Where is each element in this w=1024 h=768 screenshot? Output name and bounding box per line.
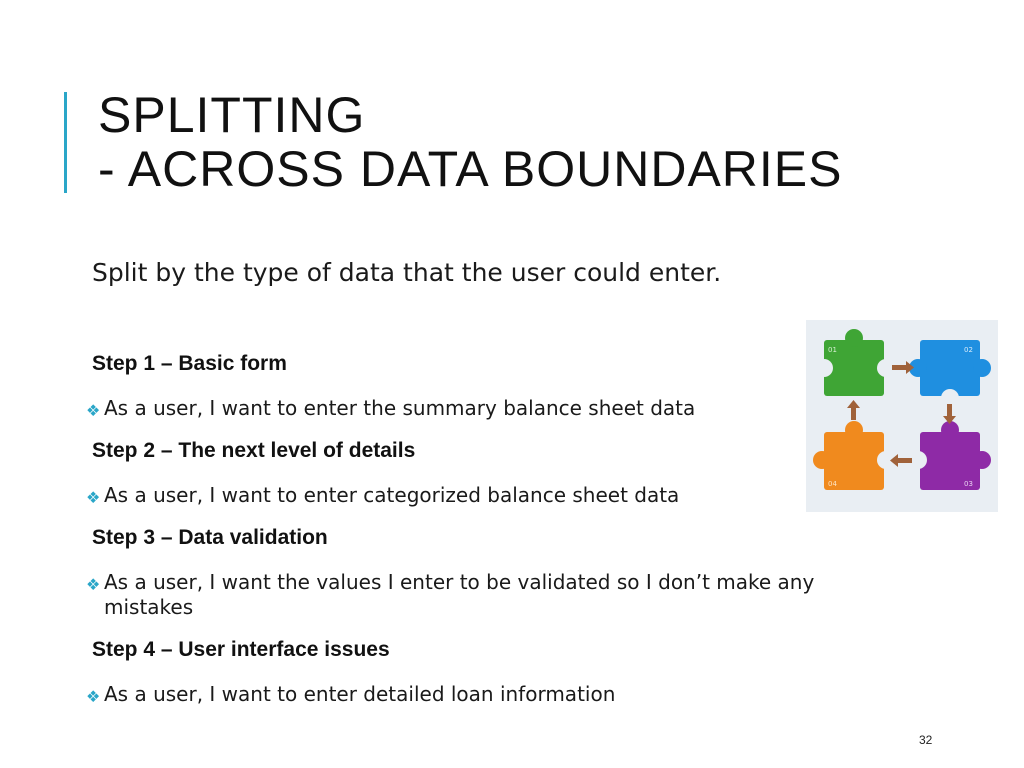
title-accent-bar (64, 92, 67, 193)
page-number: 32 (919, 733, 933, 747)
step-4-heading: Step 4 – User interface issues (92, 638, 390, 661)
diamond-bullet-icon: ❖ (86, 401, 101, 420)
diamond-bullet-icon: ❖ (86, 575, 101, 594)
piece-label-04: 04 (828, 480, 837, 488)
puzzle-piece-orange (813, 421, 895, 490)
puzzle-piece-purple (909, 421, 991, 490)
piece-label-02: 02 (964, 346, 973, 354)
slide-title (98, 88, 843, 196)
diamond-bullet-icon: ❖ (86, 687, 101, 706)
arrow-down-icon (943, 404, 956, 424)
intro-text: Split by the type of data that the user could enter. (92, 258, 722, 287)
step-2-heading: Step 2 – The next level of details (92, 439, 416, 462)
step-2-bullet-text: As a user, I want to enter categorized balance sheet data (104, 483, 680, 507)
step-1-heading: Step 1 – Basic form (92, 352, 287, 375)
piece-label-01: 01 (828, 346, 837, 354)
puzzle-piece-blue (909, 340, 991, 407)
step-3-bullet-text: As a user, I want the values I enter to be validated so I don’t make any mistakes (104, 570, 815, 619)
step-4-bullet (86, 682, 852, 707)
arrow-up-icon (847, 400, 860, 420)
steps-list (86, 350, 852, 707)
step-4-bullet-text: As a user, I want to enter detailed loan information (104, 682, 616, 706)
title-line-2: - ACROSS DATA BOUNDARIES (98, 141, 843, 197)
diamond-bullet-icon: ❖ (86, 488, 101, 507)
step-3-heading: Step 3 – Data validation (92, 526, 328, 549)
title-line-1: SPLITTING (98, 87, 366, 143)
puzzle-piece-green (815, 329, 895, 396)
step-3-bullet (86, 570, 852, 620)
puzzle-illustration (806, 320, 998, 512)
step-1-bullet (86, 396, 852, 421)
step-2-bullet (86, 483, 852, 508)
piece-label-03: 03 (964, 480, 973, 488)
step-1-bullet-text: As a user, I want to enter the summary balance sheet data (104, 396, 696, 420)
puzzle-pieces-icon (806, 320, 998, 512)
